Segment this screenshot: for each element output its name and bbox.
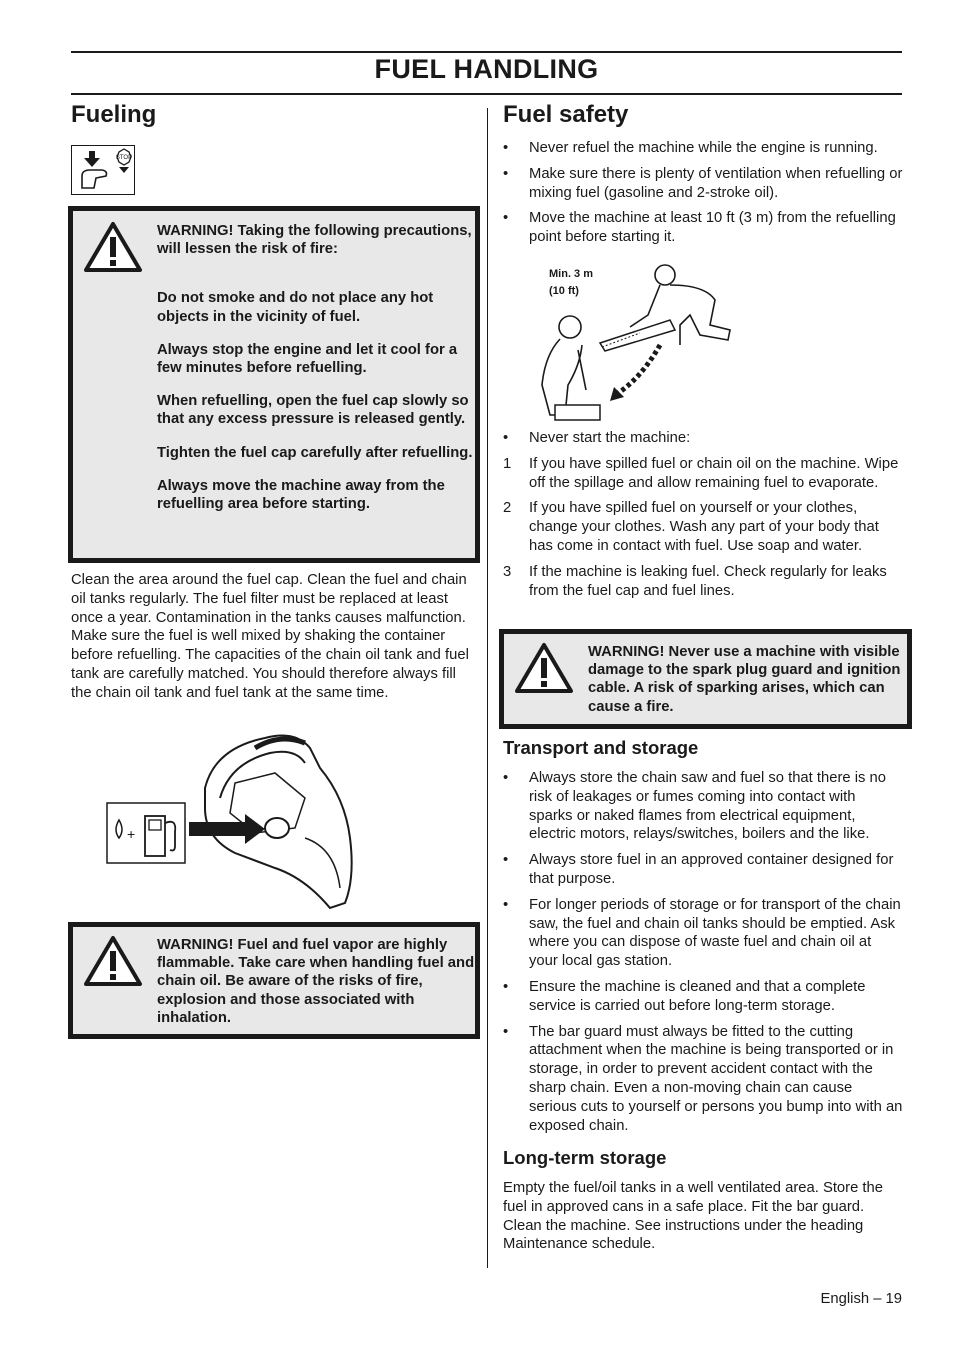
warning1-line-2: Always stop the engine and let it cool for a few minutes before refuelling. xyxy=(157,341,458,377)
header-bottom-rule xyxy=(71,93,902,95)
longterm-storage-heading: Long-term storage xyxy=(503,1147,667,1168)
header-top-rule xyxy=(71,51,902,53)
stop-engine-icon xyxy=(71,145,135,195)
fuel-safety-heading: Fuel safety xyxy=(503,101,629,128)
fuel-safety-list xyxy=(503,139,903,254)
list-item: 1 If you have spilled fuel or chain oil on the machine. Wipe off the spillage and allow remaining fuel to evaporate. xyxy=(503,455,899,491)
warning-box-flammable xyxy=(68,922,480,1039)
warning1-line-4: Tighten the fuel cap carefully after refuelling. xyxy=(157,444,473,461)
warning-box-spark-plug xyxy=(499,629,912,729)
bullet-dot: • xyxy=(503,1023,509,1040)
svg-text:+: + xyxy=(127,826,136,842)
bullet-dot: • xyxy=(503,770,509,786)
never-start-list xyxy=(503,429,903,607)
bullet-dot: • xyxy=(503,978,509,995)
longterm-storage-text: Empty the fuel/oil tanks in a well ventilated area. Store the fuel in approved cans in a safe place. Fit the bar guard. Clean the machine. See instructions under the heading Maintenance schedule. xyxy=(503,1180,883,1253)
bullet-dot: • xyxy=(503,165,509,182)
bullet-dot: • xyxy=(503,210,509,227)
transport-storage-list xyxy=(503,769,903,1142)
fueling-heading: Fueling xyxy=(71,101,157,128)
warning-triangle-icon xyxy=(514,642,574,694)
list-item: 2 If you have spilled fuel on yourself or your clothes, change your clothes. Wash any part of your body that has come in contact with fuel. Use soap and water. xyxy=(503,500,879,554)
warning3-text: WARNING! Never use a machine with visible damage to the spark plug guard and ignition cable. A risk of sparking arises, which can cause a fire. xyxy=(588,644,901,715)
warning1-line-0: WARNING! Taking the following precautions, will lessen the risk of fire: xyxy=(157,223,472,258)
figure-label-ft: (10 ft) xyxy=(549,285,579,297)
list-item: • Make sure there is plenty of ventilation when refuelling or mixing fuel (gasoline and 2-stroke oil). xyxy=(503,165,903,201)
figure-label-min: Min. 3 m xyxy=(549,268,594,280)
list-item: • Always store the chain saw and fuel so that there is no risk of leakages or fumes coming into contact with sparks or naked flames from electrical equipment, electric motors, relays/switches, boilers and the like. xyxy=(503,770,886,843)
list-item: • Never start the machine: xyxy=(503,430,691,446)
list-item: 3 If the machine is leaking fuel. Check regularly for leaks from the fuel cap and fuel lines. xyxy=(503,563,887,599)
bullet-dot: • xyxy=(503,896,509,913)
bullet-dot: • xyxy=(503,852,509,869)
fueling-paragraph: Clean the area around the fuel cap. Clean the fuel and chain oil tanks regularly. The fuel filter must be replaced at least once a year. Contamination in the tanks causes malfunction. Make sure the fuel is well mixed by shaking the container before refuelling. The capacities of the chain oil tank and fuel tank are carefully matched. You should therefore always fill the chain oil tank and fuel tank at the same time. xyxy=(71,572,469,701)
list-item: • Move the machine at least 10 ft (3 m) from the refuelling point before starting it. xyxy=(503,210,896,246)
transport-storage-heading: Transport and storage xyxy=(503,737,699,758)
bullet-dot: • xyxy=(503,140,509,156)
page-title: FUEL HANDLING xyxy=(374,54,599,84)
list-item: • Never refuel the machine while the engine is running. xyxy=(503,140,878,156)
page-number: English – 19 xyxy=(820,1291,902,1307)
bullet-dot: • xyxy=(503,430,509,446)
svg-text:STOP: STOP xyxy=(115,155,133,161)
list-item: • Ensure the machine is cleaned and that a complete service is carried out before long-term storage. xyxy=(503,978,866,1014)
warning-triangle-icon xyxy=(83,221,143,273)
warning1-line-1: Do not smoke and do not place any hot objects in the vicinity of fuel. xyxy=(157,290,434,325)
list-item: • Always store fuel in an approved container designed for that purpose. xyxy=(503,852,894,887)
list-item: • For longer periods of storage or for transport of the chain saw, the fuel and chain oil tanks should be emptied. Ask where you can dispose of waste fuel and chain oil at your local gas station. xyxy=(503,896,901,970)
column-divider xyxy=(487,108,488,1268)
list-item: • The bar guard must always be fitted to the cutting attachment when the machine is being transported or in storage, in order to prevent accident contact with the sharp chain. Even a non-moving chain can cause serious cuts to yourself or persons you bump into with an exposed chain. xyxy=(503,1023,903,1134)
starting-distance-figure xyxy=(530,255,740,427)
warning2-text: WARNING! Fuel and fuel vapor are highly flammable. Take care when handling fuel and chain oil. Be aware of the risks of fire, explosion and those associated with inhalation. xyxy=(157,937,475,1026)
warning-triangle-icon xyxy=(83,935,143,987)
warning1-line-3: When refuelling, open the fuel cap slowly so that any excess pressure is released gently. xyxy=(157,393,469,428)
warning-box-fire-precautions xyxy=(68,206,480,563)
warning1-line-5: Always move the machine away from the refuelling area before starting. xyxy=(157,477,445,513)
chainsaw-fuel-cap-figure xyxy=(105,728,375,916)
